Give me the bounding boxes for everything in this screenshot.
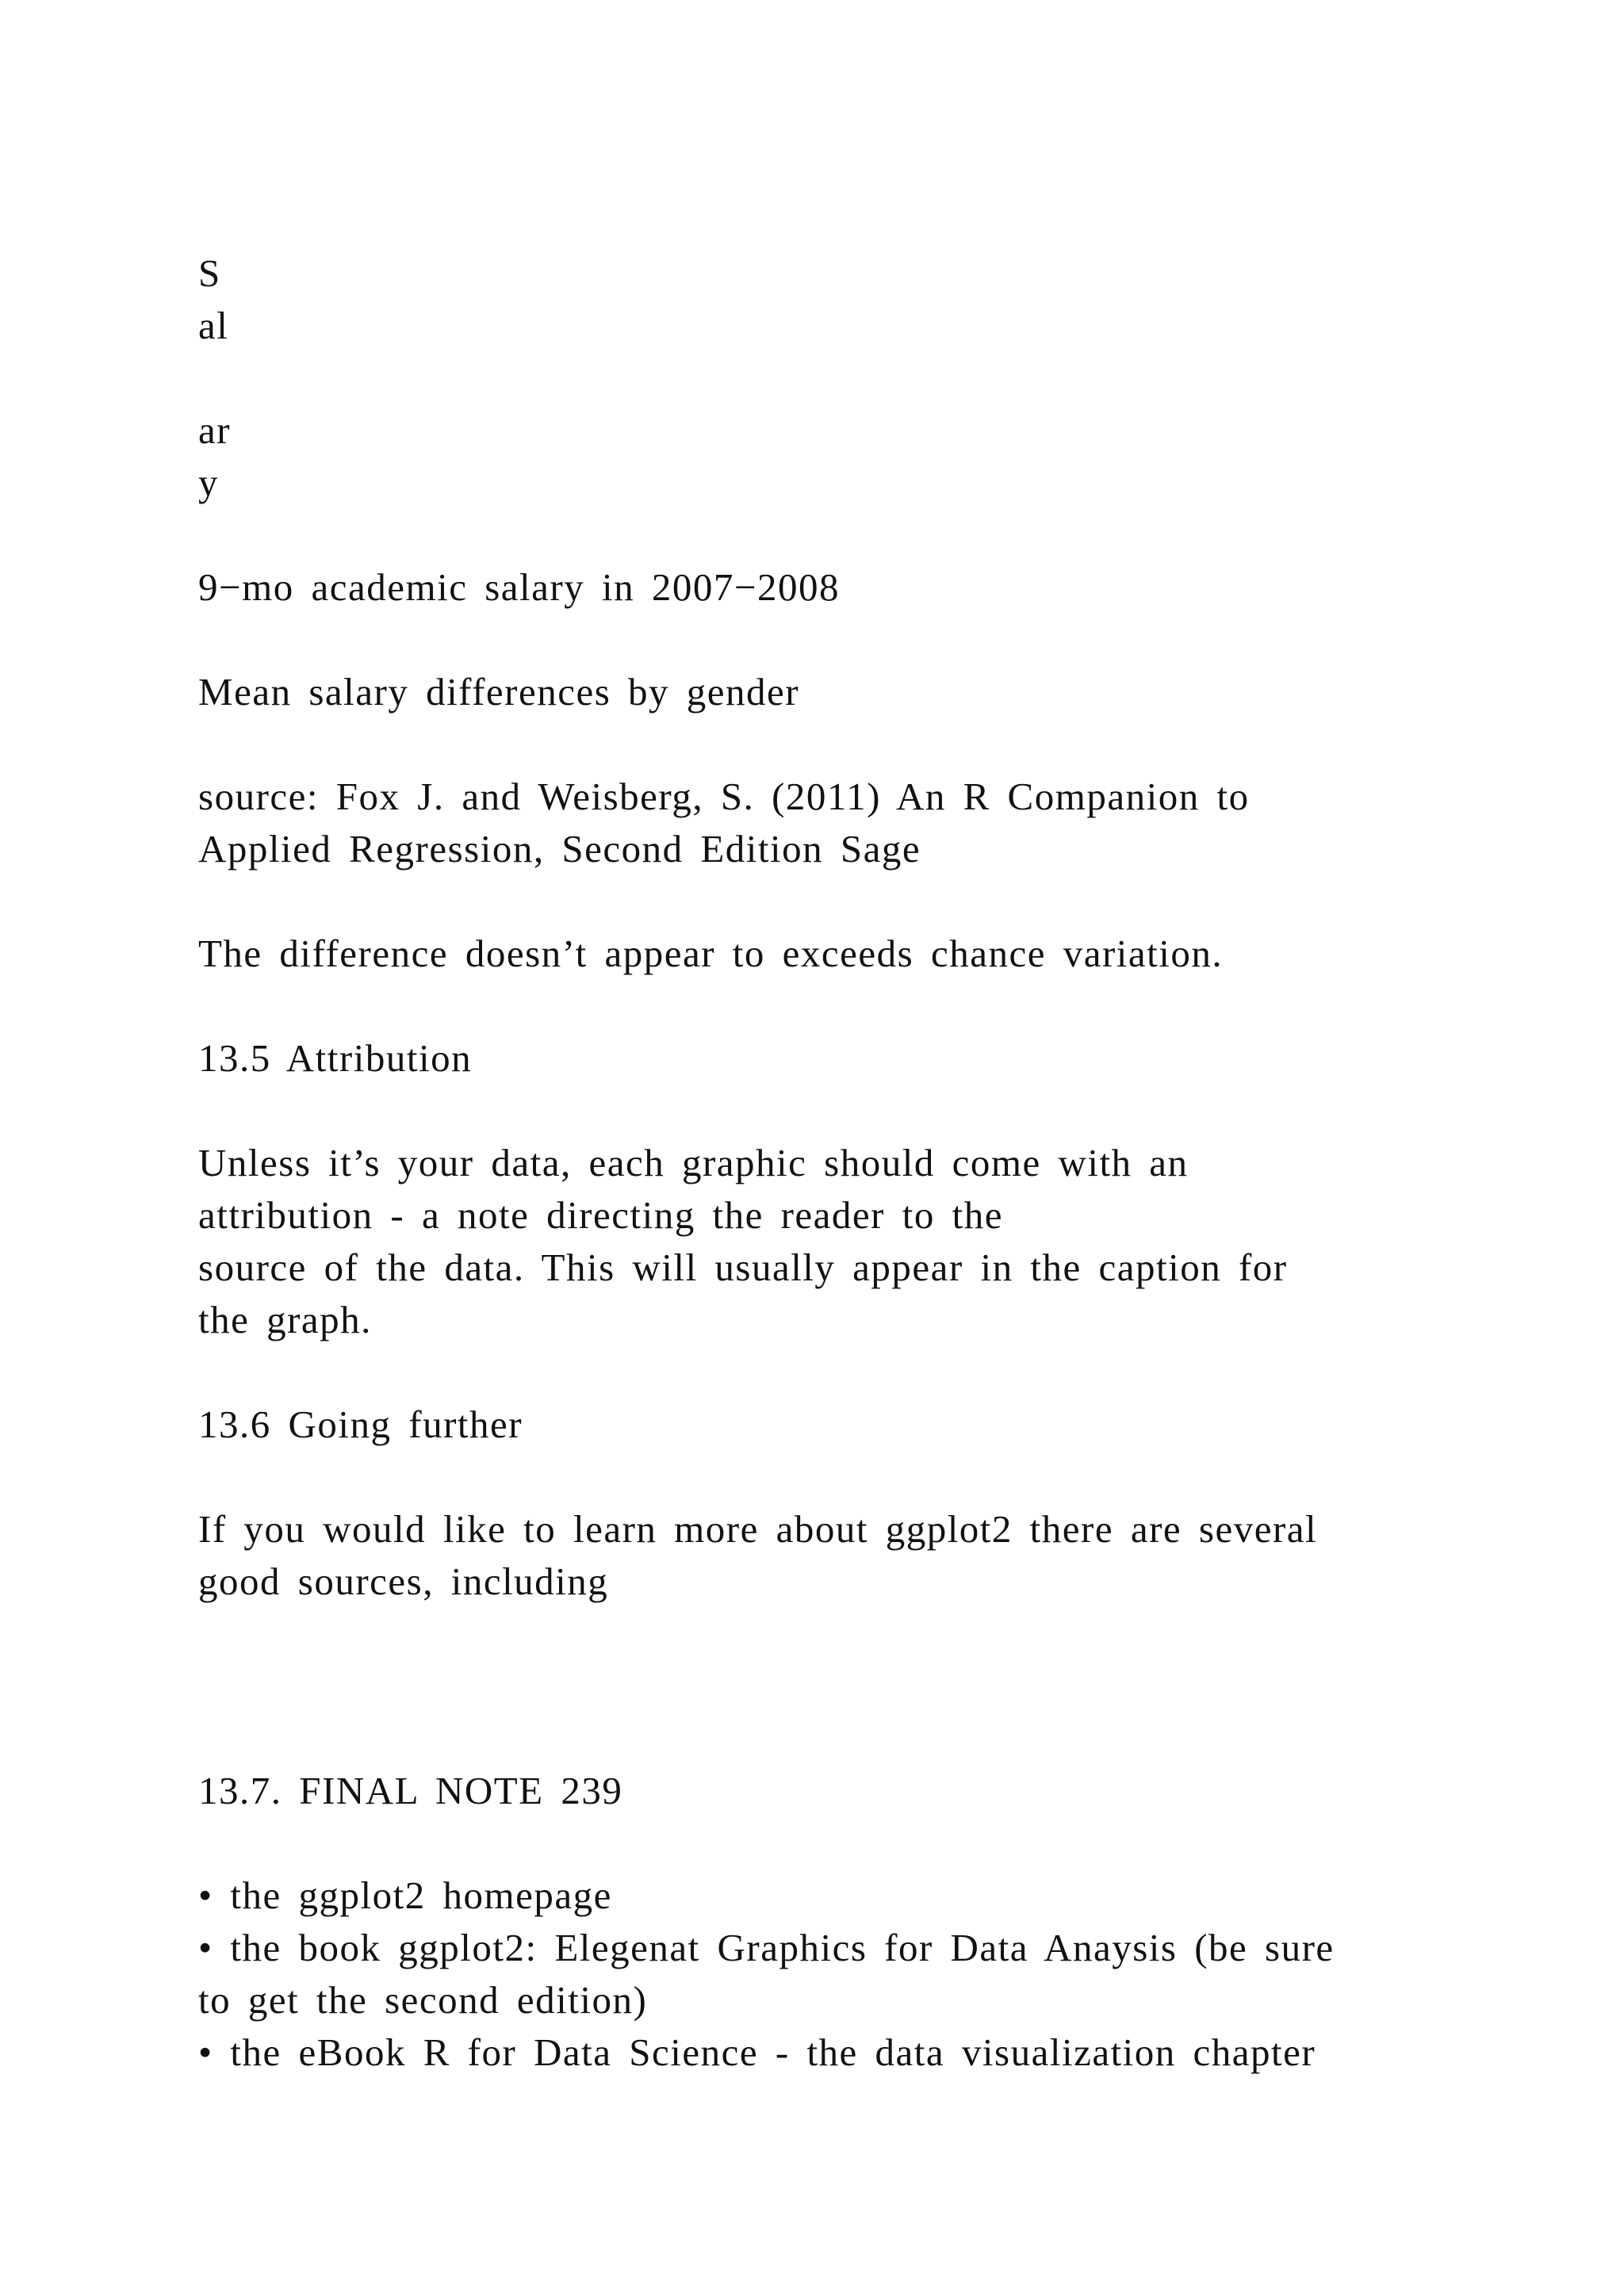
paragraph-line: If you would like to learn more about ggplot2 there are several [198,1507,1318,1551]
axis-label-fragment: y [198,461,219,504]
source-line: source: Fox J. and Weisberg, S. (2011) An R Companion to [198,775,1250,818]
paragraph-line: the graph. [198,1298,372,1341]
section-heading: 13.6 Going further [198,1402,523,1446]
paragraph-line: attribution - a note directing the reader to the [198,1193,1003,1237]
paragraph-line: good sources, including [198,1559,609,1603]
bullet-item: • the book ggplot2: Elegenat Graphics for Data Anaysis (be sure [198,1926,1335,1969]
bullet-item: • the eBook R for Data Science - the data visualization chapter [198,2030,1316,2074]
source-line: Applied Regression, Second Edition Sage [198,827,921,871]
section-heading: 13.5 Attribution [198,1036,473,1080]
bullet-item: • the ggplot2 homepage [198,1873,612,1917]
axis-label-fragment: S [198,251,221,295]
chart-title: Mean salary differences by gender [198,670,800,714]
conclusion-text: The difference doesn’t appear to exceeds chance variation. [198,932,1224,975]
chart-subtitle: 9−mo academic salary in 2007−2008 [198,565,840,609]
paragraph-line: Unless it’s your data, each graphic should come with an [198,1141,1189,1184]
axis-label-fragment: ar [198,408,232,452]
bullet-item: to get the second edition) [198,1978,648,2022]
axis-label-fragment: al [198,304,229,347]
running-header: 13.7. FINAL NOTE 239 [198,1769,623,1812]
paragraph-line: source of the data. This will usually appear in the caption for [198,1246,1288,1289]
